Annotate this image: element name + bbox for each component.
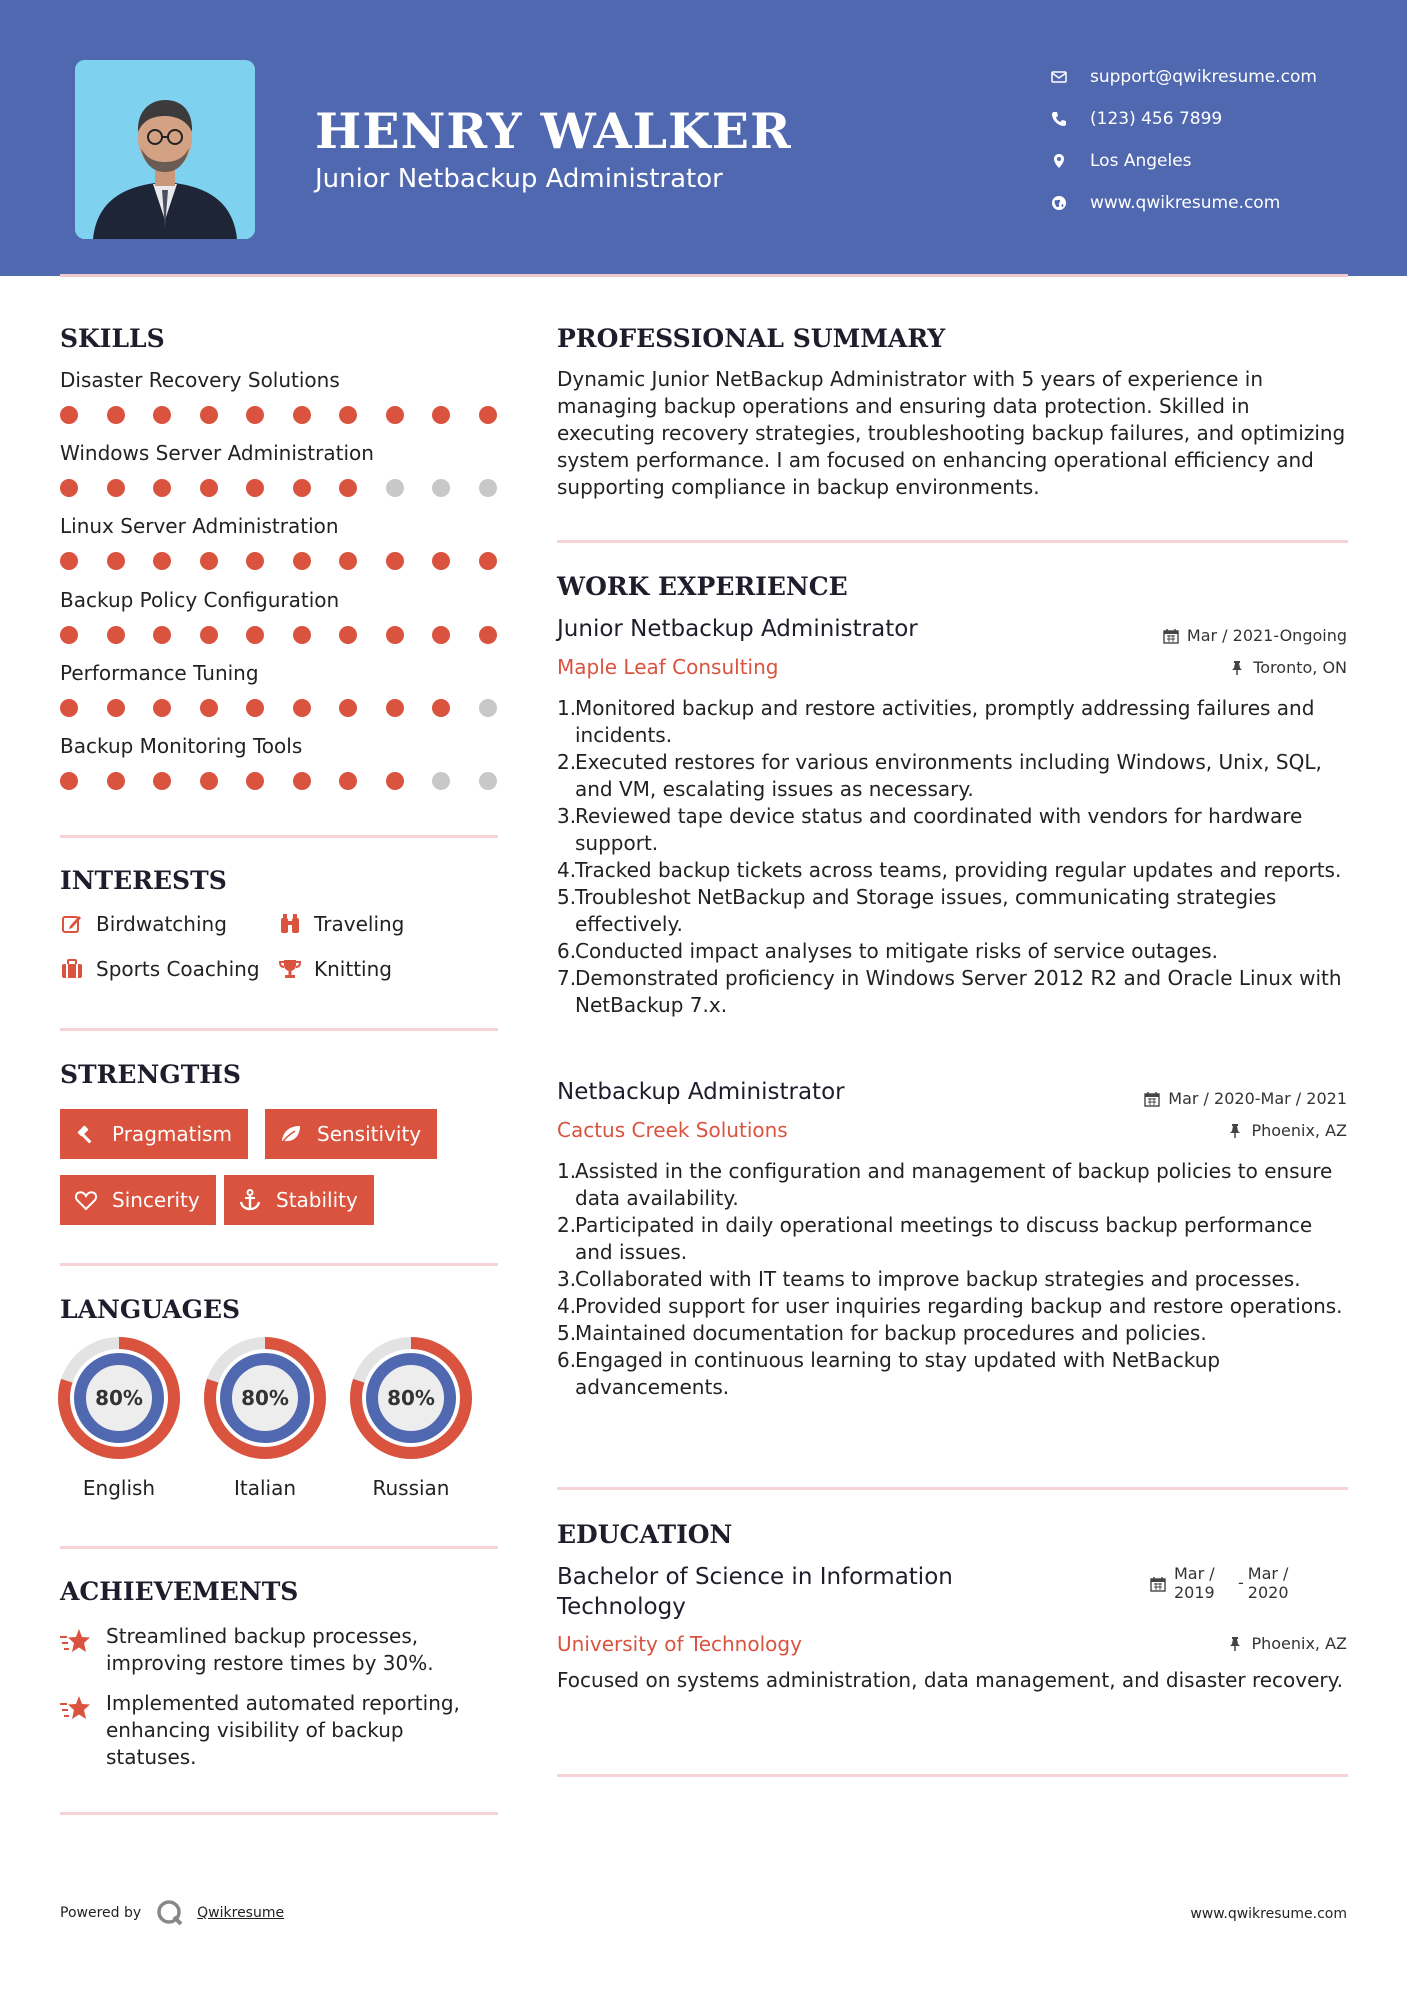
skill-item [60, 661, 500, 721]
rating-dot-filled [479, 626, 497, 644]
rating-dot-empty [386, 479, 404, 497]
education-divider [557, 1774, 1348, 1777]
rating-dot-filled [107, 552, 125, 570]
map-marker-icon [1050, 152, 1068, 170]
rating-dot-filled [432, 699, 450, 717]
languages-divider [60, 1546, 498, 1549]
strength-badge [224, 1175, 374, 1225]
skill-name: Disaster Recovery Solutions [60, 368, 340, 392]
rating-dot-filled [386, 552, 404, 570]
rating-dot-filled [339, 552, 357, 570]
heart-icon [74, 1188, 98, 1212]
bullet-text: Demonstrated proficiency in Windows Server 2012 R2 and Oracle Linux with NetBackup 7.x. [575, 966, 1342, 1017]
job-date-text: Mar / 2021-Ongoing [1186, 626, 1347, 645]
rating-dot-filled [293, 479, 311, 497]
rating-dot-filled [107, 699, 125, 717]
phone-icon [1050, 110, 1068, 128]
powered-by-text: Powered by [60, 1905, 142, 1921]
bullet-text: Maintained documentation for backup procedures and policies. [575, 1321, 1207, 1345]
education-location-text: Phoenix, AZ [1251, 1634, 1347, 1653]
interests-heading: INTERESTS [60, 866, 227, 895]
pin-icon [1227, 1636, 1243, 1652]
achievements-heading: ACHIEVEMENTS [60, 1577, 299, 1606]
language-item [203, 1336, 327, 1500]
rating-dot-filled [246, 699, 264, 717]
bullet-item: 2. Participated in daily operational meetings to discuss backup performance and issues. [557, 1212, 1347, 1266]
achievement-item [60, 1623, 500, 1677]
bullet-item: 1. Monitored backup and restore activities, promptly addressing failures and incidents. [557, 695, 1347, 749]
rating-dot-filled [200, 699, 218, 717]
rating-dot-filled [293, 406, 311, 424]
contact-email[interactable] [1050, 56, 1370, 98]
job-title: Junior Netbackup Administrator [557, 616, 918, 642]
skill-rating [60, 772, 500, 794]
rating-dot-filled [246, 406, 264, 424]
education-end: Mar / 2020 [1247, 1564, 1289, 1602]
qwikresume-logo-icon [155, 1898, 185, 1928]
rating-dot-filled [246, 479, 264, 497]
interest-item [278, 957, 392, 981]
bullet-text: Executed restores for various environments including Windows, Unix, SQL, and VM, escalating issues as necessary. [575, 750, 1322, 801]
bullet-text: Monitored backup and restore activities, promptly addressing failures and incidents. [575, 696, 1315, 747]
rating-dot-filled [60, 772, 78, 790]
interest-label: Birdwatching [96, 912, 227, 936]
summary-heading: PROFESSIONAL SUMMARY [557, 324, 946, 353]
rating-dot-filled [479, 552, 497, 570]
skill-item [60, 368, 500, 428]
language-name: Russian [372, 1476, 450, 1500]
rating-dot-filled [60, 406, 78, 424]
language-name: English [82, 1476, 156, 1500]
achievement-text: Streamlined backup processes, improving restore times by 30%. [106, 1624, 434, 1675]
envelope-icon [1050, 68, 1068, 86]
rating-dot-filled [339, 699, 357, 717]
rating-dot-filled [339, 772, 357, 790]
skill-rating [60, 479, 500, 501]
rating-dot-filled [339, 479, 357, 497]
rating-dot-filled [107, 479, 125, 497]
rating-dot-filled [339, 406, 357, 424]
job-location [1227, 1121, 1347, 1140]
rating-dot-filled [153, 699, 171, 717]
contact-website[interactable] [1050, 182, 1370, 224]
bullet-item: 2. Executed restores for various environments including Windows, Unix, SQL, and VM, escalating issues as necessary. [557, 749, 1347, 803]
binoculars-icon [278, 912, 302, 936]
candidate-name: HENRY WALKER [315, 102, 792, 160]
bullet-item: 4. Tracked backup tickets across teams, providing regular updates and reports. [557, 858, 1342, 882]
experience-divider [557, 1487, 1348, 1490]
phone-text: (123) 456 7899 [1090, 109, 1223, 129]
bullet-text: Assisted in the configuration and management of backup policies to ensure data availability. [575, 1159, 1333, 1210]
language-gauge [203, 1336, 327, 1460]
bullet-text: Provided support for user inquiries regarding backup and restore operations. [575, 1294, 1343, 1318]
strength-label: Sincerity [112, 1188, 200, 1212]
skill-item [60, 441, 500, 501]
job-date [1163, 626, 1347, 645]
candidate-title: Junior Netbackup Administrator [315, 164, 723, 194]
calendar-icon [1144, 1091, 1160, 1107]
gauge-percent-label: 80% [241, 1386, 289, 1410]
skill-item [60, 514, 500, 574]
contact-phone[interactable] [1050, 98, 1370, 140]
profile-photo [75, 60, 255, 239]
skill-name: Linux Server Administration [60, 514, 339, 538]
skills-divider [60, 835, 498, 838]
rating-dot-filled [200, 552, 218, 570]
degree-title: Bachelor of Science in Information Technology [557, 1564, 953, 1620]
rating-dot-filled [107, 626, 125, 644]
calendar-icon [1150, 1576, 1166, 1592]
bullet-text: Engaged in continuous learning to stay updated with NetBackup advancements. [575, 1348, 1221, 1399]
leaf-icon [279, 1122, 303, 1146]
rating-dot-filled [153, 772, 171, 790]
rating-dot-filled [386, 626, 404, 644]
calendar-icon [1163, 628, 1179, 644]
rating-dot-filled [432, 406, 450, 424]
footer-website[interactable]: www.qwikresume.com [1190, 1906, 1347, 1922]
rating-dot-filled [153, 552, 171, 570]
rating-dot-filled [60, 479, 78, 497]
website-text: www.qwikresume.com [1090, 193, 1281, 213]
gauge-percent-label: 80% [387, 1386, 435, 1410]
languages-heading: LANGUAGES [60, 1295, 241, 1324]
education-start: Mar / 2019 [1174, 1564, 1215, 1602]
interest-item [60, 912, 227, 936]
rating-dot-filled [246, 772, 264, 790]
date-separator: - [1238, 1573, 1244, 1592]
strength-badge [60, 1175, 216, 1225]
rating-dot-empty [432, 772, 450, 790]
strength-badge [60, 1109, 248, 1159]
rating-dot-filled [200, 772, 218, 790]
header-divider [60, 274, 1348, 277]
education-date [1150, 1564, 1298, 1602]
contact-info [1050, 56, 1370, 224]
bullet-text: Participated in daily operational meetings to discuss backup performance and issues. [575, 1213, 1313, 1264]
language-item [349, 1336, 473, 1500]
rating-dot-filled [432, 626, 450, 644]
rating-dot-empty [479, 699, 497, 717]
language-name: Italian [233, 1476, 297, 1500]
bullet-item: 5. Maintained documentation for backup procedures and policies. [557, 1321, 1207, 1345]
bullet-item: 7. Demonstrated proficiency in Windows Server 2012 R2 and Oracle Linux with NetBackup 7.x. [557, 965, 1347, 1019]
bullet-item: 4. Provided support for user inquiries regarding backup and restore operations. [557, 1294, 1343, 1318]
education-heading: EDUCATION [557, 1520, 733, 1549]
skill-name: Windows Server Administration [60, 441, 374, 465]
anchor-icon [238, 1188, 262, 1212]
skill-item [60, 588, 500, 648]
rating-dot-filled [60, 626, 78, 644]
skill-item [60, 734, 500, 794]
rating-dot-filled [246, 552, 264, 570]
achievement-item [60, 1690, 500, 1771]
rating-dot-filled [293, 626, 311, 644]
brand-link[interactable]: Qwikresume [197, 1905, 285, 1921]
company-name: Maple Leaf Consulting [557, 655, 779, 679]
rating-dot-filled [432, 552, 450, 570]
rating-dot-empty [479, 772, 497, 790]
education-description: Focused on systems administration, data management, and disaster recovery. [557, 1668, 1343, 1692]
job-location [1229, 658, 1347, 677]
bullet-item: 1. Assisted in the configuration and management of backup policies to ensure data availability. [557, 1158, 1347, 1212]
gavel-icon [74, 1122, 98, 1146]
star-icon [60, 1627, 90, 1655]
globe-icon [1050, 194, 1068, 212]
interest-label: Sports Coaching [96, 957, 260, 981]
bullet-text: Collaborated with IT teams to improve backup strategies and processes. [575, 1267, 1301, 1291]
rating-dot-filled [386, 406, 404, 424]
pencil-square-icon [60, 912, 84, 936]
strength-badge [265, 1109, 437, 1159]
pin-icon [1227, 1123, 1243, 1139]
interest-label: Knitting [314, 957, 392, 981]
interest-item [60, 957, 260, 981]
contact-location [1050, 140, 1370, 182]
rating-dot-empty [479, 479, 497, 497]
rating-dot-filled [107, 772, 125, 790]
rating-dot-filled [107, 406, 125, 424]
rating-dot-filled [200, 479, 218, 497]
skills-heading: SKILLS [60, 324, 165, 353]
location-text: Los Angeles [1090, 151, 1192, 171]
bullet-item: 6. Engaged in continuous learning to stay updated with NetBackup advancements. [557, 1347, 1347, 1401]
language-gauge [57, 1336, 181, 1460]
rating-dot-filled [153, 406, 171, 424]
rating-dot-filled [479, 406, 497, 424]
star-icon [60, 1694, 90, 1722]
rating-dot-filled [293, 699, 311, 717]
language-gauge [349, 1336, 473, 1460]
bullet-text: Reviewed tape device status and coordinated with vendors for hardware support. [575, 804, 1303, 855]
job-date-text: Mar / 2020-Mar / 2021 [1168, 1089, 1347, 1108]
job-bullets [557, 695, 1347, 1019]
pin-icon [1229, 660, 1245, 676]
skill-rating [60, 626, 500, 648]
skill-rating [60, 552, 500, 574]
job-location-text: Toronto, ON [1253, 658, 1347, 677]
rating-dot-filled [200, 626, 218, 644]
footer-powered-by [60, 1898, 284, 1928]
strength-label: Sensitivity [317, 1122, 422, 1146]
bullet-item: 5. Troubleshot NetBackup and Storage issues, communicating strategies effectively. [557, 884, 1347, 938]
rating-dot-filled [293, 552, 311, 570]
strengths-heading: STRENGTHS [60, 1060, 241, 1089]
skill-name: Backup Monitoring Tools [60, 734, 303, 758]
rating-dot-filled [339, 626, 357, 644]
bullet-text: Conducted impact analyses to mitigate risks of service outages. [575, 939, 1219, 963]
job-bullets [557, 1158, 1347, 1401]
rating-dot-filled [153, 626, 171, 644]
interest-item [278, 912, 404, 936]
interest-label: Traveling [314, 912, 405, 936]
rating-dot-filled [246, 626, 264, 644]
gauge-percent-label: 80% [95, 1386, 143, 1410]
strength-label: Stability [276, 1188, 358, 1212]
bullet-text: Tracked backup tickets across teams, providing regular updates and reports. [575, 858, 1342, 882]
experience-heading: WORK EXPERIENCE [557, 572, 848, 601]
resume-header [0, 0, 1407, 276]
job-location-text: Phoenix, AZ [1251, 1121, 1347, 1140]
rating-dot-empty [432, 479, 450, 497]
skill-name: Performance Tuning [60, 661, 259, 685]
trophy-icon [278, 957, 302, 981]
skill-rating [60, 406, 500, 428]
school-name: University of Technology [557, 1632, 802, 1656]
rating-dot-filled [153, 479, 171, 497]
education-location [1227, 1634, 1347, 1653]
summary-divider [557, 540, 1348, 543]
skill-name: Backup Policy Configuration [60, 588, 340, 612]
bullet-text: Troubleshot NetBackup and Storage issues, communicating strategies effectively. [575, 885, 1277, 936]
strengths-divider [60, 1263, 498, 1266]
achievement-text: Implemented automated reporting, enhancing visibility of backup statuses. [106, 1691, 460, 1769]
bullet-item: 6. Conducted impact analyses to mitigate risks of service outages. [557, 939, 1219, 963]
bullet-item: 3. Collaborated with IT teams to improve backup strategies and processes. [557, 1267, 1301, 1291]
rating-dot-filled [60, 699, 78, 717]
rating-dot-filled [293, 772, 311, 790]
bullet-item: 3. Reviewed tape device status and coordinated with vendors for hardware support. [557, 803, 1347, 857]
job-date [1144, 1089, 1347, 1108]
strength-label: Pragmatism [112, 1122, 232, 1146]
achievements-divider [60, 1812, 498, 1815]
briefcase-icon [60, 957, 84, 981]
summary-text: Dynamic Junior NetBackup Administrator with 5 years of experience in managing backup operations and ensuring data protection. Skilled in executing recovery strategies, troubleshooting backup failures, and optimizing system performance. I am focused on enhancing operational efficiency and supporting compliance in backup environments. [557, 367, 1346, 499]
rating-dot-filled [200, 406, 218, 424]
email-text: support@qwikresume.com [1090, 67, 1317, 87]
language-item [57, 1336, 181, 1500]
rating-dot-filled [60, 552, 78, 570]
job-title: Netbackup Administrator [557, 1079, 845, 1105]
rating-dot-filled [386, 772, 404, 790]
company-name: Cactus Creek Solutions [557, 1118, 788, 1142]
interests-divider [60, 1028, 498, 1031]
skill-rating [60, 699, 500, 721]
rating-dot-filled [386, 699, 404, 717]
